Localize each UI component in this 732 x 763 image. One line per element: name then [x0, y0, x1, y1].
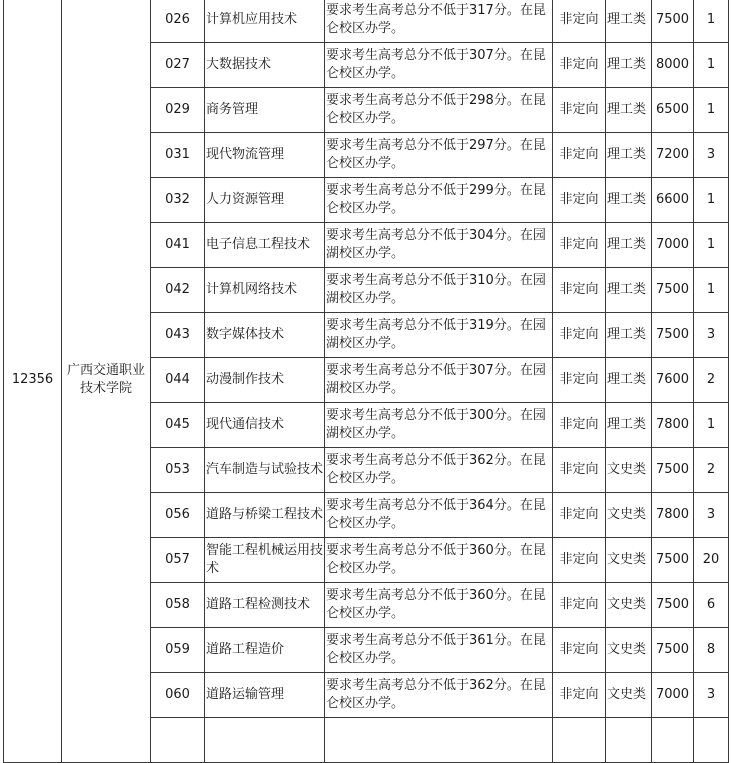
subject-category: 理工类 [606, 223, 652, 268]
tuition-fee [652, 718, 694, 763]
enrollment-direction: 非定向 [553, 358, 606, 403]
major-name: 道路工程检测技术 [205, 583, 325, 628]
tuition-fee: 7000 [652, 223, 694, 268]
admission-requirement: 要求考生高考总分不低于307分。在昆仑校区办学。 [325, 43, 553, 88]
tuition-fee: 6500 [652, 88, 694, 133]
major-name: 计算机应用技术 [205, 0, 325, 43]
admission-requirement: 要求考生高考总分不低于319分。在园湖校区办学。 [325, 313, 553, 358]
major-name: 道路工程造价 [205, 628, 325, 673]
major-name: 现代通信技术 [205, 403, 325, 448]
enrollment-direction: 非定向 [553, 133, 606, 178]
enrollment-quota: 3 [694, 313, 729, 358]
admission-requirement: 要求考生高考总分不低于307分。在园湖校区办学。 [325, 358, 553, 403]
admission-table [3, 0, 729, 763]
enrollment-quota: 1 [694, 268, 729, 313]
major-name: 计算机网络技术 [205, 268, 325, 313]
major-code: 056 [151, 493, 205, 538]
admission-requirement: 要求考生高考总分不低于317分。在昆仑校区办学。 [325, 0, 553, 43]
admission-requirement: 要求考生高考总分不低于299分。在昆仑校区办学。 [325, 178, 553, 223]
major-code: 043 [151, 313, 205, 358]
major-name: 道路运输管理 [205, 673, 325, 718]
major-code: 058 [151, 583, 205, 628]
tuition-fee: 6600 [652, 178, 694, 223]
subject-category: 理工类 [606, 268, 652, 313]
major-name: 动漫制作技术 [205, 358, 325, 403]
tuition-fee: 7500 [652, 268, 694, 313]
enrollment-direction: 非定向 [553, 538, 606, 583]
tuition-fee: 7500 [652, 628, 694, 673]
enrollment-direction: 非定向 [553, 0, 606, 43]
major-name: 人力资源管理 [205, 178, 325, 223]
admission-requirement: 要求考生高考总分不低于360分。在昆仑校区办学。 [325, 538, 553, 583]
enrollment-quota: 20 [694, 538, 729, 583]
major-name [205, 718, 325, 763]
admission-requirement: 要求考生高考总分不低于310分。在园湖校区办学。 [325, 268, 553, 313]
major-code: 045 [151, 403, 205, 448]
subject-category: 理工类 [606, 358, 652, 403]
tuition-fee: 7500 [652, 538, 694, 583]
subject-category: 理工类 [606, 403, 652, 448]
admission-requirement [325, 718, 553, 763]
enrollment-direction: 非定向 [553, 448, 606, 493]
tuition-fee: 7600 [652, 358, 694, 403]
table-row [4, 0, 729, 43]
admission-requirement: 要求考生高考总分不低于362分。在昆仑校区办学。 [325, 448, 553, 493]
enrollment-quota: 1 [694, 0, 729, 43]
enrollment-quota: 1 [694, 178, 729, 223]
tuition-fee: 7800 [652, 493, 694, 538]
enrollment-direction: 非定向 [553, 673, 606, 718]
major-code: 044 [151, 358, 205, 403]
subject-category: 理工类 [606, 43, 652, 88]
subject-category: 理工类 [606, 178, 652, 223]
major-code: 031 [151, 133, 205, 178]
tuition-fee: 7500 [652, 448, 694, 493]
institution-name: 广西交通职业技术学院 [62, 0, 151, 763]
enrollment-direction: 非定向 [553, 223, 606, 268]
tuition-fee: 7500 [652, 583, 694, 628]
enrollment-direction: 非定向 [553, 403, 606, 448]
major-code: 027 [151, 43, 205, 88]
subject-category: 文史类 [606, 493, 652, 538]
tuition-fee: 7500 [652, 313, 694, 358]
subject-category: 文史类 [606, 628, 652, 673]
enrollment-quota: 6 [694, 583, 729, 628]
enrollment-direction: 非定向 [553, 583, 606, 628]
subject-category [606, 718, 652, 763]
subject-category: 理工类 [606, 133, 652, 178]
enrollment-quota: 8 [694, 628, 729, 673]
major-code: 026 [151, 0, 205, 43]
institution-code: 12356 [4, 0, 62, 763]
subject-category: 理工类 [606, 88, 652, 133]
major-name: 道路与桥梁工程技术 [205, 493, 325, 538]
major-code: 032 [151, 178, 205, 223]
admission-requirement: 要求考生高考总分不低于297分。在昆仑校区办学。 [325, 133, 553, 178]
enrollment-quota: 1 [694, 43, 729, 88]
major-code: 042 [151, 268, 205, 313]
enrollment-direction: 非定向 [553, 43, 606, 88]
major-name: 汽车制造与试验技术 [205, 448, 325, 493]
major-code: 053 [151, 448, 205, 493]
major-name: 商务管理 [205, 88, 325, 133]
enrollment-quota: 3 [694, 493, 729, 538]
enrollment-direction: 非定向 [553, 178, 606, 223]
enrollment-quota: 3 [694, 133, 729, 178]
admission-requirement: 要求考生高考总分不低于304分。在园湖校区办学。 [325, 223, 553, 268]
major-name: 智能工程机械运用技术 [205, 538, 325, 583]
admission-table-body [4, 0, 729, 763]
admission-requirement: 要求考生高考总分不低于300分。在园湖校区办学。 [325, 403, 553, 448]
major-code: 029 [151, 88, 205, 133]
enrollment-quota: 2 [694, 358, 729, 403]
tuition-fee: 7500 [652, 0, 694, 43]
enrollment-direction: 非定向 [553, 628, 606, 673]
admission-requirement: 要求考生高考总分不低于298分。在昆仑校区办学。 [325, 88, 553, 133]
enrollment-quota: 1 [694, 403, 729, 448]
enrollment-direction: 非定向 [553, 313, 606, 358]
enrollment-quota: 1 [694, 223, 729, 268]
tuition-fee: 7000 [652, 673, 694, 718]
enrollment-direction [553, 718, 606, 763]
tuition-fee: 7800 [652, 403, 694, 448]
enrollment-quota [694, 718, 729, 763]
major-code: 059 [151, 628, 205, 673]
subject-category: 文史类 [606, 448, 652, 493]
admission-requirement: 要求考生高考总分不低于362分。在昆仑校区办学。 [325, 673, 553, 718]
subject-category: 文史类 [606, 538, 652, 583]
enrollment-quota: 3 [694, 673, 729, 718]
enrollment-direction: 非定向 [553, 493, 606, 538]
subject-category: 文史类 [606, 583, 652, 628]
admission-requirement: 要求考生高考总分不低于360分。在昆仑校区办学。 [325, 583, 553, 628]
tuition-fee: 8000 [652, 43, 694, 88]
major-name: 数字媒体技术 [205, 313, 325, 358]
subject-category: 文史类 [606, 673, 652, 718]
major-code: 060 [151, 673, 205, 718]
major-name: 现代物流管理 [205, 133, 325, 178]
major-code: 057 [151, 538, 205, 583]
major-code [151, 718, 205, 763]
major-name: 大数据技术 [205, 43, 325, 88]
tuition-fee: 7200 [652, 133, 694, 178]
subject-category: 理工类 [606, 0, 652, 43]
subject-category: 理工类 [606, 313, 652, 358]
admission-requirement: 要求考生高考总分不低于364分。在昆仑校区办学。 [325, 493, 553, 538]
enrollment-quota: 1 [694, 88, 729, 133]
major-name: 电子信息工程技术 [205, 223, 325, 268]
enrollment-quota: 2 [694, 448, 729, 493]
enrollment-direction: 非定向 [553, 268, 606, 313]
enrollment-direction: 非定向 [553, 88, 606, 133]
admission-requirement: 要求考生高考总分不低于361分。在昆仑校区办学。 [325, 628, 553, 673]
major-code: 041 [151, 223, 205, 268]
